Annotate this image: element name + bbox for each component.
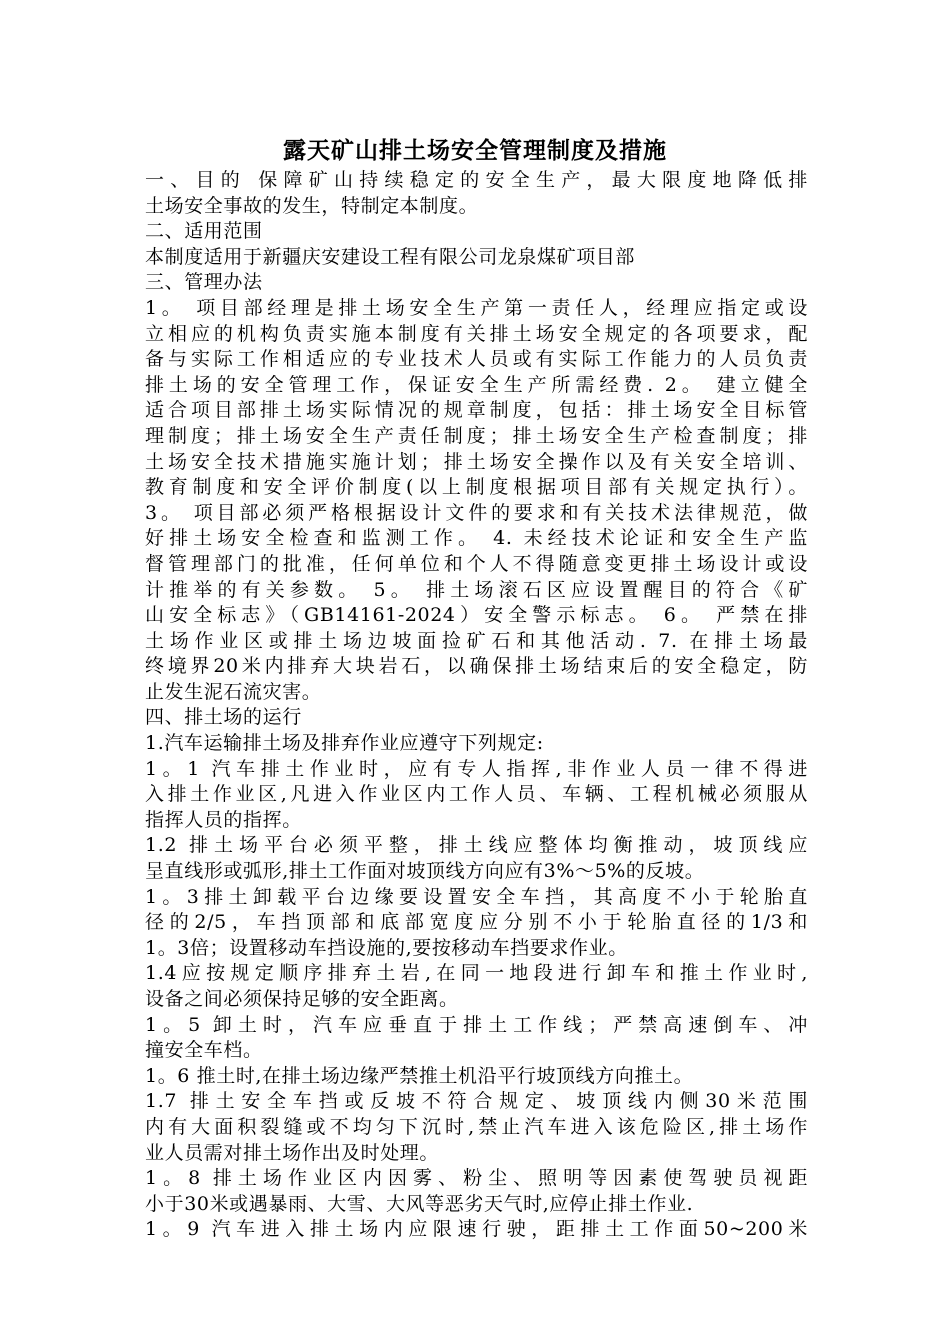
text-line: 小于30米或遇暴雨、大雪、大风等恶劣天气时,应停止排土作业.	[145, 1192, 694, 1215]
text-line: 1。3倍；设置移动车挡设施的,要按移动车挡要求作业。	[145, 936, 628, 959]
text-line: 1.汽车运输排土场及排弃作业应遵守下列规定:	[145, 732, 544, 755]
text-line: 1。 项目部经理是排土场安全生产第一责任人，经理应指定或设	[145, 296, 808, 319]
text-line: 业人员需对排土场作出及时处理。	[145, 1141, 440, 1164]
text-line: 内有大面积裂缝或不均匀下沉时,禁止汽车进入该危险区,排土场作	[145, 1115, 808, 1138]
text-line: 设备之间必须保持足够的安全距离。	[145, 988, 459, 1010]
text-line: 备与实际工作相适应的专业技术人员或有实际工作能力的人员负责	[145, 348, 808, 371]
text-line: 督管理部门的批准，任何单位和个人不得随意变更排土场设计或设	[145, 552, 808, 575]
text-line: 撞安全车档。	[145, 1039, 263, 1062]
document-title: 露天矿山排土场安全管理制度及措施	[283, 137, 667, 164]
text-line: 径的2/5，车挡顶部和底部宽度应分别不小于轮胎直径的1/3和	[145, 911, 808, 934]
text-line: 1。6 推土时,在排土场边缘严禁推土机沿平行坡顶线方向推土。	[145, 1064, 694, 1087]
text-line: 1。5 卸土时，汽车应垂直于排土工作线；严禁高速倒车、冲	[145, 1013, 808, 1036]
text-line: 二、适用范围	[145, 220, 263, 243]
text-line: 1。9 汽车进入排土场内应限速行驶，距排土工作面50~200米	[145, 1218, 808, 1241]
text-line: 一、目的 保障矿山持续稳定的安全生产，最大限度地降低排	[145, 169, 808, 191]
text-line: 土场安全技术措施实施计划；排土场安全操作以及有关安全培训、	[145, 450, 808, 473]
text-line: 理制度；排土场安全生产责任制度；排土场安全生产检查制度；排	[145, 424, 808, 447]
text-line: 四、排土场的运行	[145, 706, 302, 729]
text-line: 教育制度和安全评价制度(以上制度根据项目部有关规定执行）。	[145, 476, 808, 499]
text-line: 呈直线形或弧形,排土工作面对坡顶线方向应有3%～5%的反坡。	[145, 860, 705, 883]
text-line: 1。3排土卸载平台边缘要设置安全车挡，其高度不小于轮胎直	[145, 885, 808, 908]
text-line: 指挥人员的指挥。	[145, 808, 302, 831]
text-line: 1.7 排土安全车挡或反坡不符合规定、坡顶线内侧30米范围	[145, 1090, 808, 1113]
text-line: 3。 项目部必须严格根据设计文件的要求和有关技术法律规范，做	[145, 501, 808, 524]
text-line: 立相应的机构负责实施本制度有关排土场安全规定的各项要求，配	[145, 322, 808, 345]
text-line: 适合项目部排土场实际情况的规章制度，包括：排土场安全目标管	[145, 399, 808, 422]
text-line: 计推举的有关参数。 5。 排土场滚石区应设置醒目的符合《矿	[145, 578, 808, 601]
text-line: 山安全标志》（GB14161-2024）安全警示标志。 6。 严禁在排	[145, 604, 808, 627]
text-line: 入排土作业区,凡进入作业区内工作人员、车辆、工程机械必须服从	[145, 783, 808, 806]
text-line: 1。1 汽车排土作业时，应有专人指挥,非作业人员一律不得进	[145, 757, 808, 780]
text-line: 本制度适用于新疆庆安建设工程有限公司龙泉煤矿项目部	[145, 245, 636, 268]
text-line: 1.2 排土场平台必须平整，排土线应整体均衡推动，坡顶线应	[145, 834, 808, 857]
text-line: 好排土场安全检查和监测工作。 4. 未经技术论证和安全生产监	[145, 527, 808, 550]
text-line: 1.4应按规定顺序排弃土岩,在同一地段进行卸车和推土作业时,	[145, 962, 808, 985]
text-line: 1。8 排土场作业区内因雾、粉尘、照明等因素使驾驶员视距	[145, 1167, 808, 1190]
document-body	[145, 168, 808, 1243]
text-line: 土场作业区或排土场边坡面捡矿石和其他活动. 7. 在排土场最	[145, 629, 808, 652]
text-line: 排土场的安全管理工作，保证安全生产所需经费. 2。 建立健全	[145, 373, 808, 396]
text-line: 终境界20米内排弃大块岩石，以确保排土场结束后的安全稳定，防	[145, 655, 808, 678]
text-line: 土场安全事故的发生，特制定本制度。	[145, 194, 479, 217]
text-line: 三、管理办法	[145, 271, 263, 294]
text-line: 止发生泥石流灾害。	[145, 680, 322, 703]
